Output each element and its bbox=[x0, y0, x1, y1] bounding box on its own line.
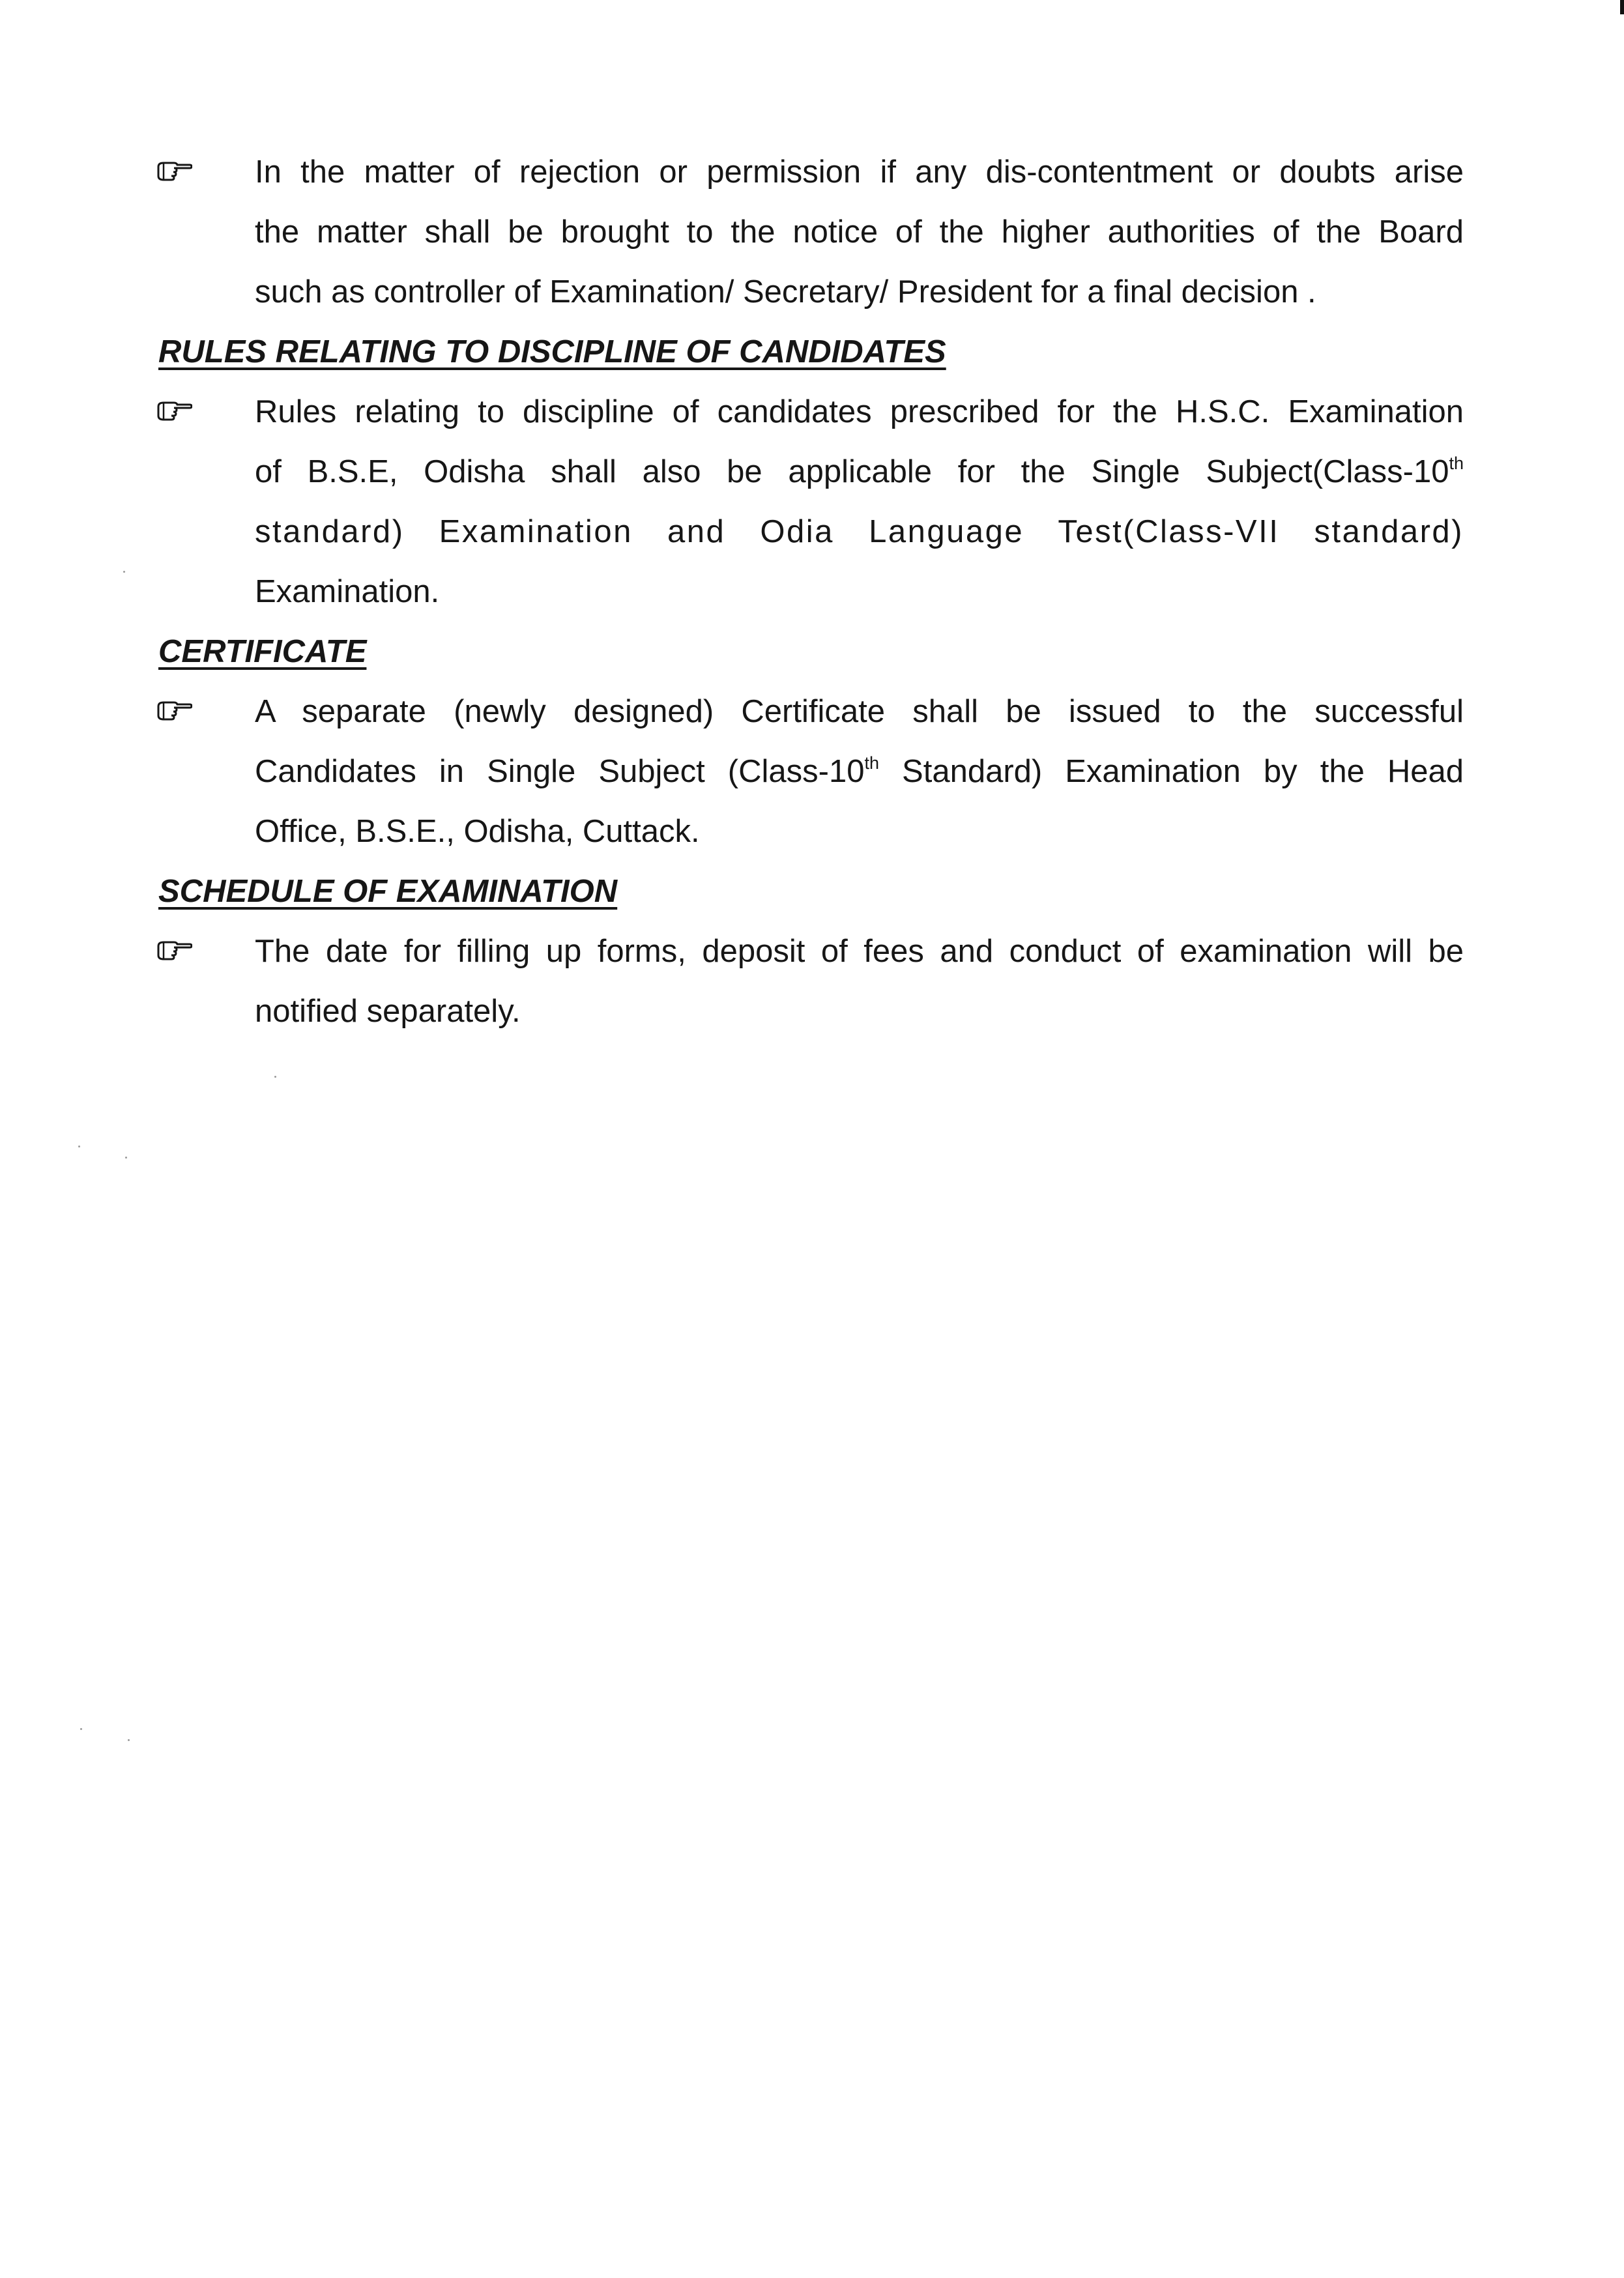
scan-speck bbox=[78, 1146, 80, 1147]
pointing-hand-icon bbox=[157, 397, 192, 424]
bullet-item-rejection bbox=[158, 142, 1464, 322]
pointing-hand-icon bbox=[157, 937, 192, 963]
section-heading-certificate: CERTIFICATE bbox=[158, 634, 367, 669]
text-line: the matter shall be brought to the notice of the higher authorities of the Board bbox=[255, 214, 1464, 250]
text-line: The date for filling up forms, deposit of fees and conduct of examination will be bbox=[255, 934, 1464, 969]
bullet-item-schedule bbox=[158, 921, 1464, 1041]
text-line: such as controller of Examination/ Secretary/ President for a final decision . bbox=[255, 274, 1316, 310]
scan-speck bbox=[80, 1728, 82, 1730]
text-fragment: Standard) Examination by the Head bbox=[879, 754, 1464, 789]
document-body bbox=[158, 142, 1464, 1041]
pointing-hand-icon bbox=[157, 158, 192, 184]
text-line: In the matter of rejection or permission if any dis-contentment or doubts arise bbox=[255, 154, 1464, 190]
text-line: Rules relating to discipline of candidates prescribed for the H.S.C. Examination bbox=[255, 394, 1464, 429]
section-heading-schedule: SCHEDULE OF EXAMINATION bbox=[158, 874, 618, 909]
text-fragment: Candidates in Single Subject (Class-10 bbox=[255, 754, 865, 789]
bullet-item-certificate bbox=[158, 682, 1464, 861]
ordinal-suffix: th bbox=[1449, 454, 1464, 473]
scan-edge-mark bbox=[1620, 0, 1624, 14]
scan-speck bbox=[125, 1157, 127, 1159]
section-heading-discipline: RULES RELATING TO DISCIPLINE OF CANDIDATES bbox=[158, 334, 946, 369]
bullet-item-discipline bbox=[158, 382, 1464, 622]
text-fragment: of B.S.E, Odisha shall also be applicable for the Single Subject(Class-10 bbox=[255, 454, 1449, 489]
scan-speck bbox=[123, 571, 125, 573]
text-line: Examination. bbox=[255, 574, 440, 609]
text-line: standard) Examination and Odia Language Test(Class-VII standard) bbox=[255, 514, 1464, 549]
text-line: notified separately. bbox=[255, 994, 521, 1029]
text-line: Office, B.S.E., Odisha, Cuttack. bbox=[255, 814, 700, 849]
scan-speck bbox=[274, 1076, 276, 1078]
text-line bbox=[255, 742, 1464, 801]
scan-speck bbox=[128, 1739, 130, 1741]
pointing-hand-icon bbox=[157, 697, 192, 723]
ordinal-suffix: th bbox=[864, 753, 879, 773]
text-line bbox=[255, 442, 1464, 502]
text-line: A separate (newly designed) Certificate shall be issued to the successful bbox=[255, 694, 1464, 729]
